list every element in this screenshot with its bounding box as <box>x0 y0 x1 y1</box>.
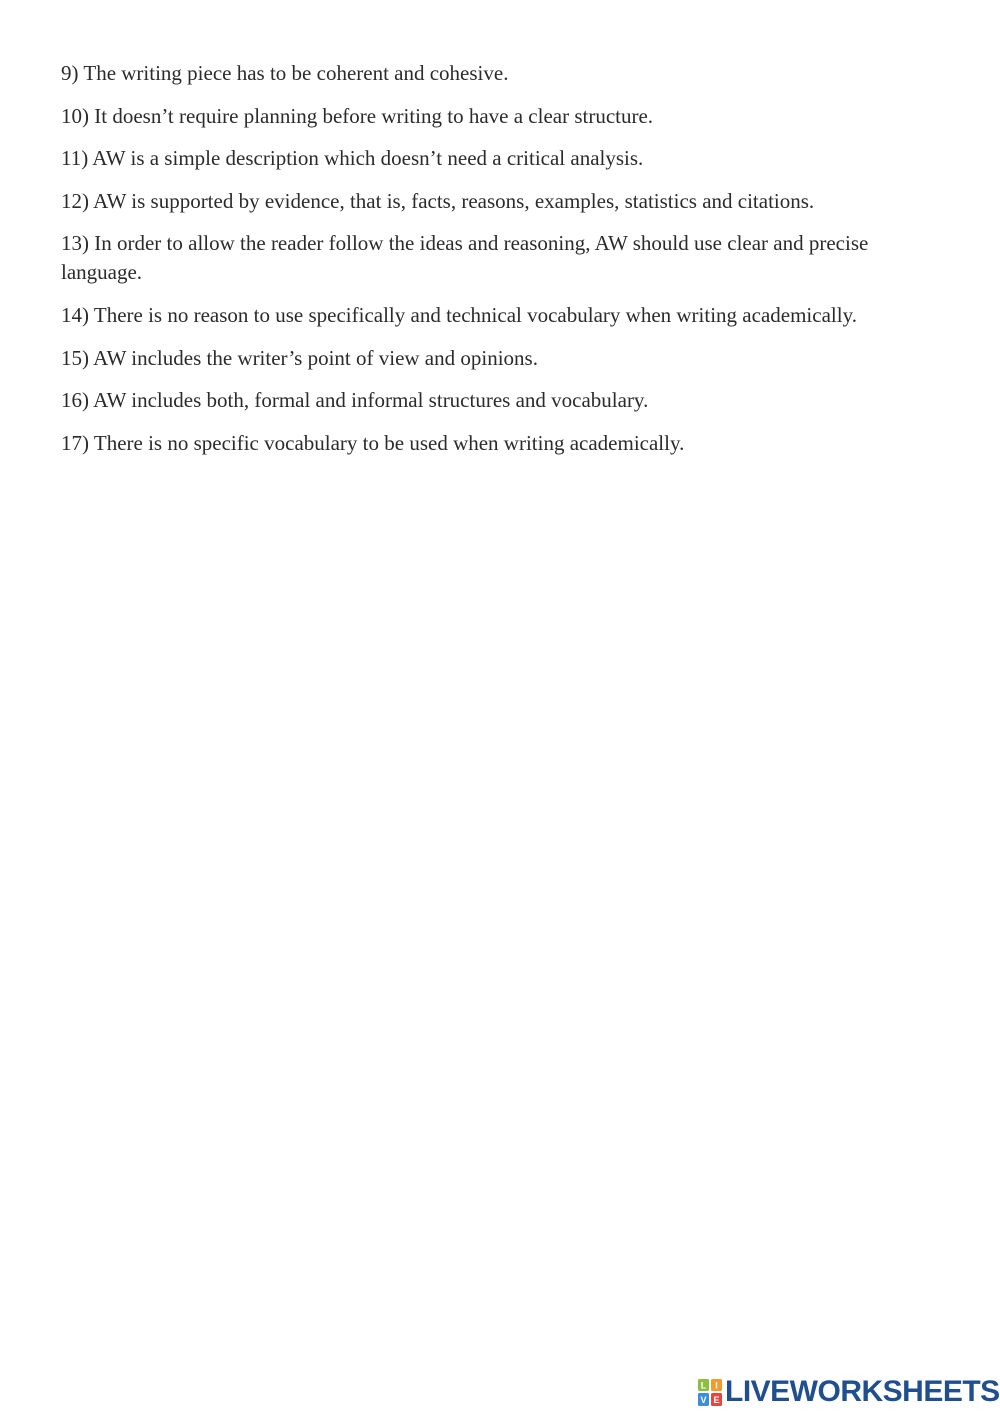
logo-letter: E <box>713 1394 720 1405</box>
logo-letter: L <box>700 1380 707 1390</box>
logo-letter: I <box>715 1380 718 1390</box>
statement-item: 16) AW includes both, formal and informal structures and vocabulary. <box>61 388 649 413</box>
statement-item: 14) There is no reason to use specifically and technical vocabulary when writing academically. <box>61 302 857 327</box>
statement-item: 13) In order to allow the reader follow the ideas and reasoning, AW should use clear and precise language. <box>61 231 869 285</box>
statement-item: 15) AW includes the writer’s point of view and opinions. <box>61 345 538 370</box>
statement-item: 11) AW is a simple description which doesn’t need a critical analysis. <box>61 146 644 171</box>
statement-item: 9) The writing piece has to be coherent and cohesive. <box>61 61 509 85</box>
liveworksheets-brand[interactable] <box>698 1375 1000 1409</box>
statement-item: 17) There is no specific vocabulary to be used when writing academically. <box>61 430 685 455</box>
statement-list <box>61 59 941 471</box>
statement-item: 10) It doesn’t require planning before writing to have a clear structure. <box>61 103 654 128</box>
logo-letter: V <box>700 1394 707 1405</box>
brand-wordmark: LIVEWORKSHEETS <box>725 1375 1000 1408</box>
liveworksheets-logo-icon <box>698 1379 722 1406</box>
statement-item: 12) AW is supported by evidence, that is, facts, reasons, examples, statistics and citations. <box>61 188 815 213</box>
